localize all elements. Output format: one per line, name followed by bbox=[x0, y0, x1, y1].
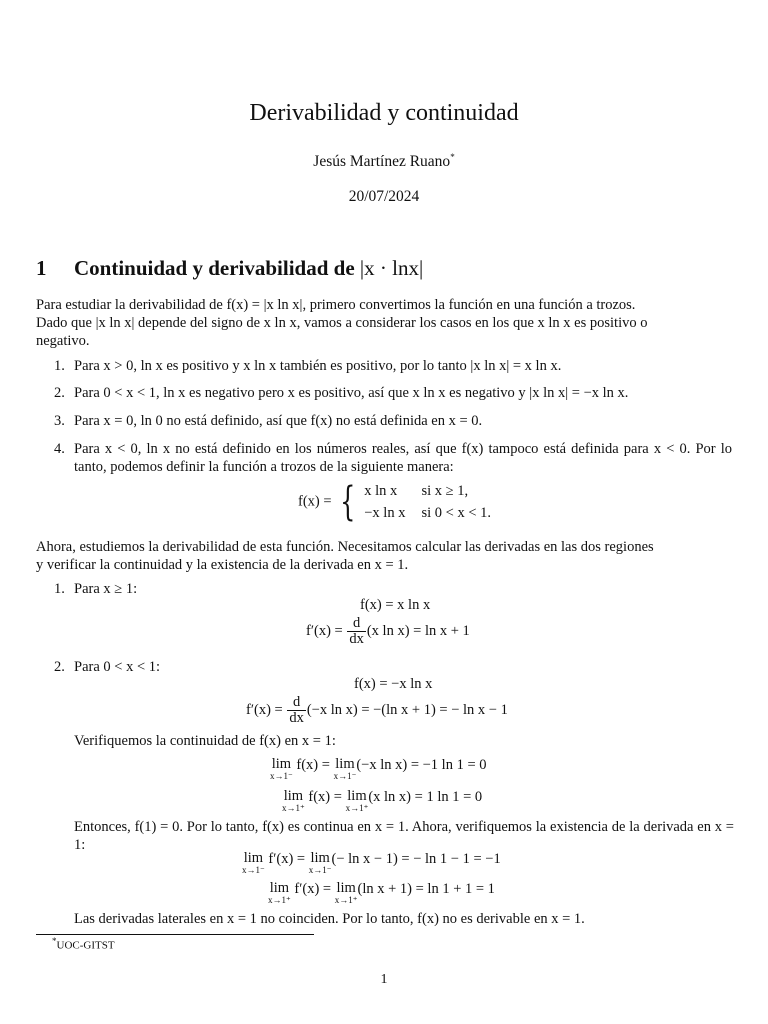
lim-subscript: x→1⁻ bbox=[242, 865, 265, 875]
footnote bbox=[52, 936, 115, 952]
list-item bbox=[54, 440, 734, 476]
fraction-numerator: d bbox=[287, 695, 306, 711]
equation-lhs: f′(x) = bbox=[246, 701, 283, 718]
limit-equation bbox=[270, 757, 487, 781]
limit-expr: f(x) = bbox=[308, 789, 342, 805]
lim-subscript: x→1⁻ bbox=[270, 771, 293, 781]
list-text: Para x = 0, ln 0 no está definido, así que f(x) no está definida en x = 0. bbox=[74, 413, 483, 429]
limit-operator bbox=[309, 851, 332, 875]
limit-result: (ln x + 1) = ln 1 + 1 = 1 bbox=[357, 881, 495, 897]
lim-subscript: x→1⁺ bbox=[345, 803, 369, 813]
equation-rhs: (−x ln x) = −(ln x + 1) = − ln x − 1 bbox=[306, 701, 508, 718]
lim-label: lim bbox=[347, 788, 367, 804]
lim-label: lim bbox=[271, 756, 292, 772]
lim-label: lim bbox=[310, 850, 330, 866]
limit-result: (− ln x − 1) = − ln 1 − 1 = −1 bbox=[331, 851, 501, 867]
list-item bbox=[54, 384, 734, 402]
intro-line: negativo. bbox=[36, 333, 90, 349]
then-text: Entonces, f(1) = 0. Por lo tanto, f(x) es continua en x = 1. Ahora, verifiquemos la existencia de la derivada en x = 1: bbox=[74, 819, 734, 853]
list-number: 1. bbox=[54, 581, 65, 597]
section-math: |x · lnx| bbox=[359, 256, 424, 280]
piecewise-equation bbox=[298, 480, 507, 524]
limit-operator bbox=[335, 881, 358, 905]
intro-line: Dado que |x ln x| depende del signo de x ln x, vamos a considerar los casos en los que x ln x es positivo o bbox=[36, 315, 648, 331]
fraction-numerator: d bbox=[347, 616, 366, 632]
lim-label: lim bbox=[336, 880, 356, 896]
lim-subscript: x→1⁺ bbox=[268, 895, 291, 905]
lim-subscript: x→1⁻ bbox=[308, 865, 332, 875]
now-paragraph bbox=[36, 538, 734, 574]
equation: f(x) = x ln x bbox=[360, 597, 431, 613]
section-heading bbox=[36, 256, 423, 281]
limit-operator bbox=[242, 851, 265, 875]
limit-expr: f′(x) = bbox=[268, 851, 306, 867]
fraction-denominator: dx bbox=[349, 631, 364, 647]
piecewise-cond: si 0 < x < 1. bbox=[421, 505, 491, 521]
now-line: Ahora, estudiemos la derivabilidad de esta función. Necesitamos calcular las derivadas en las dos regiones bbox=[36, 539, 654, 555]
intro-paragraph bbox=[36, 296, 734, 350]
page-number: 1 bbox=[380, 972, 388, 987]
list-item bbox=[54, 412, 734, 430]
limit-result: (x ln x) = 1 ln 1 = 0 bbox=[368, 789, 483, 805]
derivative-fraction bbox=[347, 616, 366, 647]
verify-text: Verifiquemos la continuidad de f(x) en x = 1: bbox=[74, 733, 336, 749]
list-number: 4. bbox=[54, 441, 65, 457]
fraction-denominator: dx bbox=[289, 710, 304, 726]
derivative-equation bbox=[306, 616, 470, 647]
lim-label: lim bbox=[243, 850, 264, 866]
limit-operator bbox=[334, 757, 357, 781]
lim-subscript: x→1⁺ bbox=[282, 803, 305, 813]
footnote-rule bbox=[36, 934, 314, 935]
author-line bbox=[0, 152, 768, 171]
list-number: 1. bbox=[54, 358, 65, 374]
step-one bbox=[54, 580, 734, 598]
limit-operator bbox=[270, 757, 293, 781]
piecewise-cases bbox=[364, 480, 507, 524]
lim-label: lim bbox=[283, 788, 304, 804]
equation-lhs: f′(x) = bbox=[306, 622, 343, 639]
piecewise-expr: −x ln x bbox=[364, 505, 406, 521]
footnote-text: UOC-GITST bbox=[56, 939, 115, 952]
section-title: Continuidad y derivabilidad de bbox=[74, 256, 355, 280]
piecewise-row bbox=[364, 502, 507, 524]
lim-label: lim bbox=[335, 756, 355, 772]
limit-operator bbox=[282, 789, 305, 813]
footnote-mark: * bbox=[52, 936, 57, 946]
list-text: Para x > 0, ln x es positivo y x ln x también es positivo, por lo tanto |x ln x| = x ln x. bbox=[74, 358, 562, 374]
piecewise-cond: si x ≥ 1, bbox=[421, 483, 469, 499]
step-two bbox=[54, 658, 734, 676]
lim-subscript: x→1⁺ bbox=[334, 895, 358, 905]
list-text: Para x < 0, ln x no está definido en los números reales, así que f(x) tampoco está definida para x < 0. Por lo tanto, podemos definir la función a trozos de la siguiente manera: bbox=[74, 441, 732, 475]
list-text: Para 0 < x < 1, ln x es negativo pero x es positivo, así que x ln x es negativo y |x ln x| = −x ln x. bbox=[74, 385, 629, 401]
lim-label: lim bbox=[269, 880, 290, 896]
paper-title: Derivabilidad y continuidad bbox=[249, 100, 519, 126]
limit-equation bbox=[268, 881, 495, 905]
limit-expr: f′(x) = bbox=[294, 881, 332, 897]
piecewise-lhs: f(x) = bbox=[298, 493, 332, 510]
derivative-fraction bbox=[287, 695, 306, 726]
list-number: 2. bbox=[54, 385, 65, 401]
limit-expr: f(x) = bbox=[296, 757, 330, 773]
list-number: 3. bbox=[54, 413, 65, 429]
lim-subscript: x→1⁻ bbox=[333, 771, 357, 781]
limit-equation bbox=[282, 789, 482, 813]
step-label: Para 0 < x < 1: bbox=[74, 659, 161, 675]
list-number: 2. bbox=[54, 659, 65, 675]
equation: f(x) = −x ln x bbox=[354, 676, 433, 692]
limit-equation bbox=[242, 851, 501, 875]
limit-operator bbox=[346, 789, 369, 813]
step-label: Para x ≥ 1: bbox=[74, 581, 138, 597]
piecewise-row bbox=[364, 480, 507, 502]
author-footnote-mark: * bbox=[450, 152, 455, 162]
limit-operator bbox=[268, 881, 291, 905]
list-item bbox=[54, 357, 734, 375]
paper-date: 20/07/2024 bbox=[348, 188, 420, 205]
equation-rhs: (x ln x) = ln x + 1 bbox=[366, 622, 470, 639]
derivative-equation bbox=[246, 695, 508, 726]
author-name: Jesús Martínez Ruano bbox=[313, 153, 451, 171]
intro-line: Para estudiar la derivabilidad de f(x) = |x ln x|, primero convertimos la función en una función a trozos. bbox=[36, 297, 636, 313]
conclusion-text: Las derivadas laterales en x = 1 no coinciden. Por lo tanto, f(x) no es derivable en x = 1. bbox=[74, 911, 585, 927]
left-brace-icon: { bbox=[340, 479, 356, 525]
piecewise-expr: x ln x bbox=[364, 483, 398, 499]
limit-result: (−x ln x) = −1 ln 1 = 0 bbox=[356, 757, 487, 773]
now-line: y verificar la continuidad y la existencia de la derivada en x = 1. bbox=[36, 557, 409, 573]
section-number: 1 bbox=[36, 256, 47, 280]
